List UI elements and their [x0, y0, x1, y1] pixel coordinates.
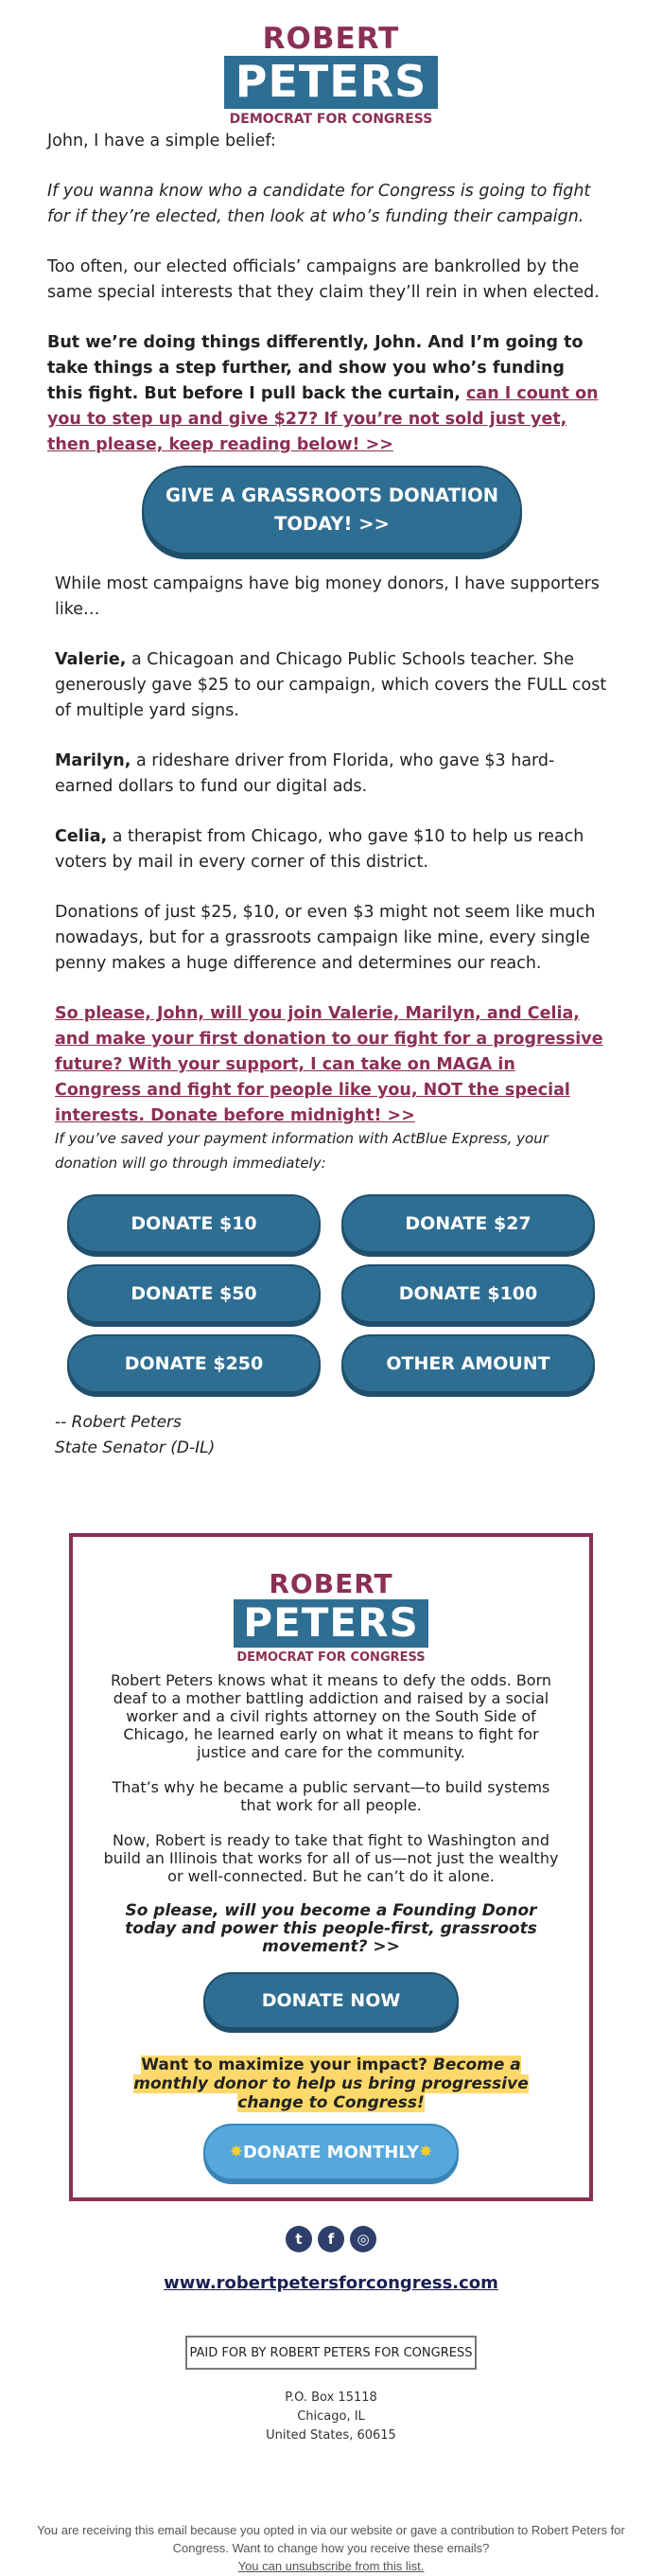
curtain-paragraph [47, 330, 605, 458]
about-card [69, 1533, 593, 2201]
card-bio [101, 1671, 561, 1973]
donate-27-button[interactable]: DONATE $27 [341, 1194, 595, 1253]
donate-amount-grid [67, 1194, 595, 1393]
actblue-express-note: If you’ve saved your payment information with ActBlue Express, your donation will go through immediately: [55, 1130, 549, 1172]
marilyn-name: Marilyn, [55, 751, 131, 770]
address-line-3: United States, 60615 [266, 2428, 396, 2443]
instagram-icon[interactable]: ◎ [350, 2226, 376, 2252]
card-logo-subtitle: DEMOCRAT FOR CONGRESS [236, 1650, 426, 1665]
logo-last-name: PETERS [224, 56, 439, 109]
address-line-1: P.O. Box 15118 [285, 2391, 377, 2405]
marilyn-text: a rideshare driver from Florida, who gave $3 hard-earned dollars to fund our digital ads. [55, 751, 555, 796]
card-logo-last-name: PETERS [234, 1599, 427, 1648]
unsubscribe-link[interactable]: You can unsubscribe from this list. [237, 2559, 425, 2573]
logo-subtitle: DEMOCRAT FOR CONGRESS [229, 112, 433, 127]
signature-name: -- Robert Peters [55, 1413, 182, 1432]
website-link[interactable]: www.robertpetersforcongress.com [164, 2273, 498, 2293]
twitter-icon[interactable]: t [286, 2226, 312, 2252]
address-line-2: Chicago, IL [297, 2409, 365, 2424]
signature-title: State Senator (D-IL) [55, 1438, 216, 1457]
donate-monthly-label: DONATE MONTHLY [242, 2142, 419, 2162]
facebook-icon[interactable]: f [318, 2226, 344, 2252]
intro-section [47, 129, 605, 483]
card-logo [73, 1568, 589, 1665]
curtain-bold-text: But we’re doing things differently, John. And I’m going to take things a step further, and show you who’s funding this fight. But before I pull back the curtain, [47, 333, 584, 403]
other-amount-button[interactable]: OTHER AMOUNT [341, 1334, 595, 1393]
card-logo-first-name: ROBERT [269, 1568, 393, 1599]
campaign-logo [0, 22, 662, 127]
donations-paragraph: Donations of just $25, $10, or even $3 might not seem like much nowadays, but for a grassroots campaign like mine, every single penny makes a huge difference and determines our reach. [55, 903, 596, 973]
count-on-you-link[interactable]: can I count on you to step up and give $27? If you’re not sold just yet, then please, keep reading below! >> [47, 384, 599, 454]
valerie-name: Valerie, [55, 650, 127, 669]
special-interests-text: Too often, our elected officials’ campaigns are bankrolled by the same special interests that they claim they’ll rein in when elected. [47, 257, 600, 302]
card-bio-p3: Now, Robert is ready to take that fight to Washington and build an Illinois that works for all of us—not just the wealthy or well-connected. But he can’t do it alone. [103, 1831, 559, 1885]
greeting-text: John, I have a simple belief: [47, 132, 276, 150]
donate-50-button[interactable]: DONATE $50 [67, 1264, 321, 1323]
email-footer [9, 2521, 653, 2575]
valerie-paragraph [55, 647, 607, 724]
celia-text: a therapist from Chicago, who gave $10 to help us reach voters by mail in every corner of this district. [55, 827, 584, 872]
founding-donor-ask: So please, will you become a Founding Donor today and power this people-first, grassroots movement? >> [125, 1901, 537, 1956]
supporters-section [55, 572, 607, 1154]
monthly-highlight-plain: Want to maximize your impact? [141, 2056, 433, 2074]
card-bio-p1: Robert Peters knows what it means to defy the odds. Born deaf to a mother battling addiction and raised by a social worker and a civil rights attorney on the South Side of Chicago, he learned early on what it means to fight for justice and care for the community. [110, 1671, 552, 1761]
monthly-highlight [111, 2056, 551, 2112]
logo-first-name: ROBERT [262, 22, 400, 56]
star-icon: ✸ [419, 2143, 433, 2161]
card-bio-p2: That’s why he became a public servant—to build systems that work for all people. [112, 1778, 550, 1814]
social-links [0, 2226, 662, 2252]
join-supporters-link[interactable]: So please, John, will you join Valerie, Marilyn, and Celia, and make your first donation to our fight for a progressive future? With your support, I can take on MAGA in Congress and fight for people like you, NOT the special interests. Donate before midnight! >> [55, 1004, 603, 1125]
donate-monthly-button[interactable] [203, 2124, 459, 2180]
paid-for-disclaimer: PAID FOR BY ROBERT PETERS FOR CONGRESS [185, 2336, 477, 2370]
donate-100-button[interactable]: DONATE $100 [341, 1264, 595, 1323]
supporters-intro: While most campaigns have big money donors, I have supporters like… [55, 574, 600, 619]
signature [55, 1410, 215, 1461]
donate-250-button[interactable]: DONATE $250 [67, 1334, 321, 1393]
grassroots-donation-button[interactable]: GIVE A GRASSROOTS DONATION TODAY! >> [142, 466, 522, 555]
donate-10-button[interactable]: DONATE $10 [67, 1194, 321, 1253]
star-icon: ✸ [229, 2143, 243, 2161]
celia-paragraph [55, 824, 607, 875]
donate-now-button[interactable]: DONATE NOW [203, 1972, 459, 2029]
monthly-highlight-italic: Become a monthly donor to help us bring progressive change to Congress! [133, 2056, 529, 2112]
valerie-text: a Chicagoan and Chicago Public Schools teacher. She generously gave $25 to our campaign, which covers the FULL cost of multiple yard signs. [55, 650, 607, 720]
mailing-address [0, 2389, 662, 2445]
marilyn-paragraph [55, 749, 607, 800]
celia-name: Celia, [55, 827, 108, 846]
belief-text: If you wanna know who a candidate for Congress is going to fight for if they’re elected, then look at who’s funding their campaign. [47, 182, 591, 226]
footer-text: You are receiving this email because you opted in via our website or gave a contribution to Robert Peters for Congress. Want to change how you receive these emails? [37, 2523, 625, 2555]
